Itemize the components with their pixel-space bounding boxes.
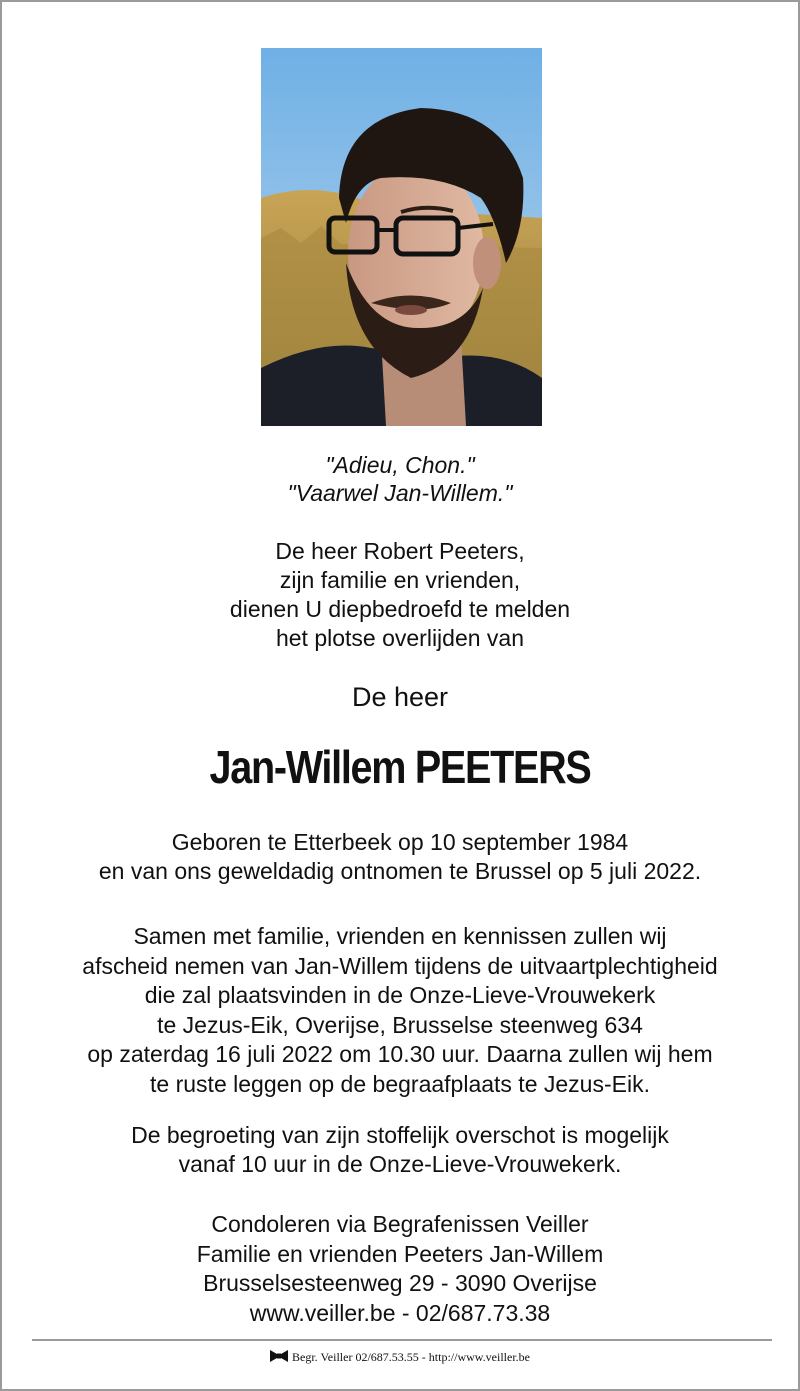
ceremony-line: die zal plaatsvinden in de Onze-Lieve-Vrouwekerk: [144, 982, 656, 1008]
farewell-quotes: [2, 451, 798, 507]
viewing-details: [2, 1121, 798, 1179]
contact-line: Familie en vrienden Peeters Jan-Willem: [196, 1240, 604, 1267]
contact-website-phone[interactable]: www.veiller.be - 02/687.73.38: [249, 1299, 551, 1326]
ceremony-line: te Jezus-Eik, Overijse, Brusselse steenweg 634: [157, 1011, 643, 1038]
bowtie-icon: [270, 1349, 288, 1367]
announcement-intro: [2, 537, 798, 653]
dates-line: Geboren te Etterbeek op 10 september 1984: [171, 829, 629, 855]
intro-line: De heer Robert Peeters,: [275, 538, 525, 564]
footer-text[interactable]: Begr. Veiller 02/687.53.55 - http://www.veiller.be: [292, 1350, 530, 1364]
honorific: De heer: [351, 682, 449, 712]
ceremony-line: afscheid nemen van Jan-Willem tijdens de uitvaartplechtigheid: [82, 952, 718, 979]
life-dates: [2, 828, 798, 886]
dates-line: en van ons geweldadig ontnomen te Brussel op 5 juli 2022.: [98, 858, 702, 884]
ceremony-line: Samen met familie, vrienden en kennissen zullen wij: [133, 923, 667, 949]
intro-line: het plotse overlijden van: [275, 625, 525, 651]
contact-line: Condoleren via Begrafenissen Veiller: [211, 1211, 589, 1237]
ceremony-line: op zaterdag 16 juli 2022 om 10.30 uur. Daarna zullen wij hem: [87, 1041, 713, 1067]
portrait-photo: [261, 48, 542, 426]
footer: [2, 1348, 798, 1367]
contact-line: Brusselsesteenweg 29 - 3090 Overijse: [203, 1270, 597, 1296]
ceremony-details: [2, 922, 798, 1099]
footer-divider: [32, 1339, 772, 1341]
condolence-contact: [2, 1210, 798, 1328]
intro-line: dienen U diepbedroefd te melden: [229, 596, 571, 622]
quote-line: "Adieu, Chon.": [325, 452, 475, 478]
viewing-line: vanaf 10 uur in de Onze-Lieve-Vrouwekerk.: [178, 1151, 622, 1177]
ceremony-line: te ruste leggen op de begraafplaats te Jezus-Eik.: [150, 1070, 650, 1097]
viewing-line: De begroeting van zijn stoffelijk overschot is mogelijk: [131, 1122, 669, 1148]
quote-line: "Vaarwel Jan-Willem.": [287, 480, 513, 506]
intro-line: zijn familie en vrienden,: [279, 567, 521, 593]
deceased-name: Jan-Willem PEETERS: [209, 741, 591, 793]
